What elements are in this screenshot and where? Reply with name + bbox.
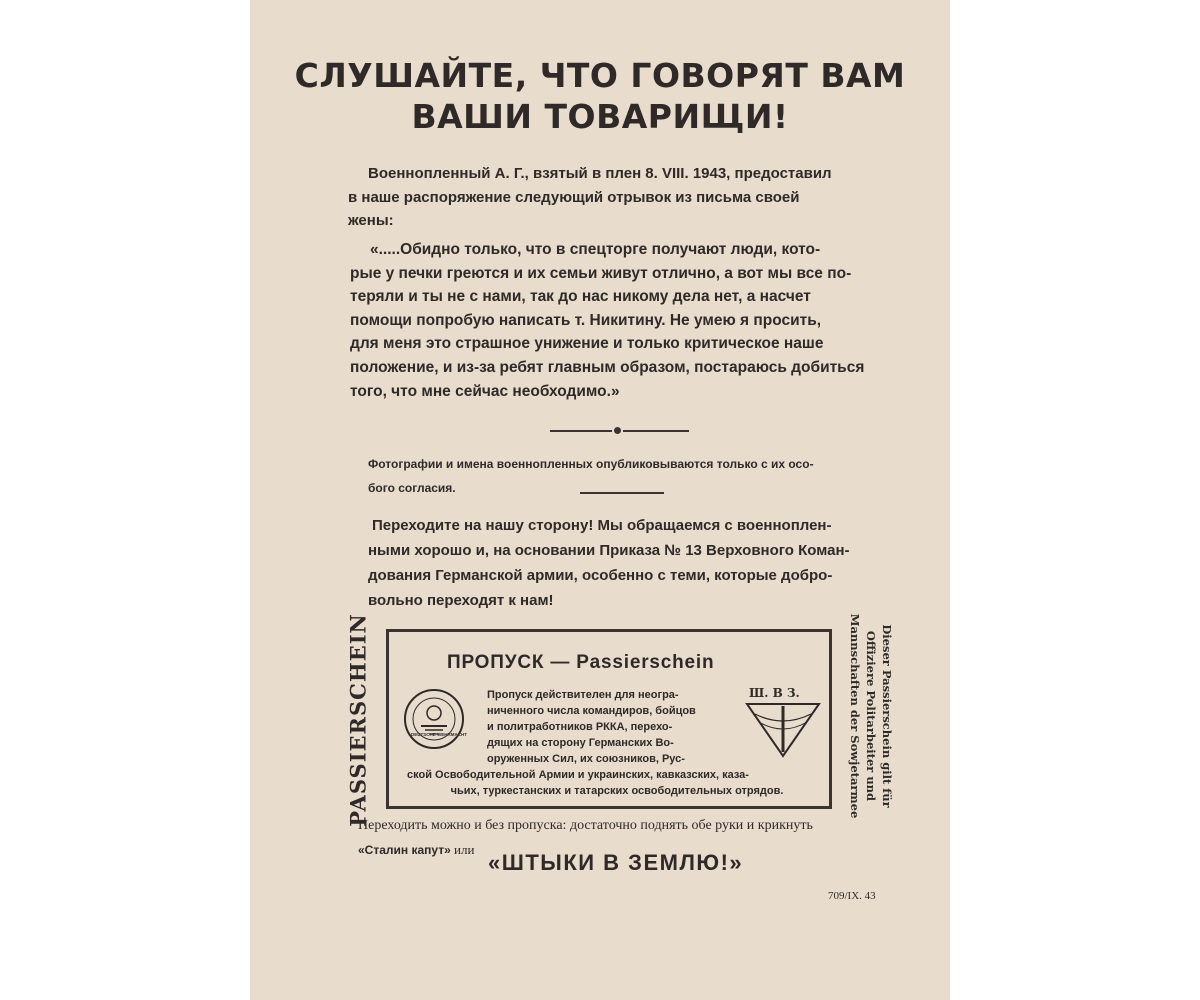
footer-phrase-or: или xyxy=(454,842,475,857)
divider-left xyxy=(550,430,612,432)
letter-line: рые у печки греются и их семьи живут отлично, а вот мы все по- xyxy=(350,264,852,282)
pass-box xyxy=(386,629,832,809)
pass-text-line: оруженных Сил, их союзников, Рус- xyxy=(487,753,685,765)
headline-line-1: СЛУШАЙТЕ, ЧТО ГОВОРЯТ ВАМ xyxy=(294,56,906,95)
pass-side-label xyxy=(343,613,373,827)
print-code: 709/IX. 43 xyxy=(828,890,876,902)
pass-text-line: дящих на сторону Германских Во- xyxy=(487,737,674,749)
seal-text: DEUTSCHE WEHRMACHT xyxy=(411,732,467,737)
pass-text-line: ской Освободительной Армии и украинских, кавказских, каза- xyxy=(407,769,749,781)
pass-text-line: Пропуск действителен для неогра- xyxy=(487,689,679,701)
validity-line: Dieser Passierschein gilt für xyxy=(880,624,894,808)
note-line: бого согласия. xyxy=(368,481,456,495)
appeal-line: ными хорошо и, на основании Приказа № 13 Верховного Коман- xyxy=(368,542,850,559)
slogan: «ШТЫКИ В ЗЕМЛЮ!» xyxy=(488,850,744,875)
pass-text-line: ниченного числа командиров, бойцов xyxy=(487,705,696,717)
letter-line: теряли и ты не с нами, так до нас никому дела нет, а насчет xyxy=(350,288,811,306)
divider-dot xyxy=(614,427,621,434)
validity-line: Mannschaften der Sowjetarmee xyxy=(848,613,862,819)
pass-side-label-text: PASSIERSCHEIN xyxy=(345,613,371,827)
leaflet-page xyxy=(250,0,950,1000)
intro-line: в наше распоряжение следующий отрывок из письма своей xyxy=(348,188,800,206)
footer-phrase-quote: «Сталин капут» xyxy=(358,843,451,857)
appeal-line: дования Германской армии, особенно с теми, которые добро- xyxy=(368,567,833,584)
intro-paragraph xyxy=(348,162,884,233)
pass-text-line: чьих, туркестанских и татарских освободительных отрядов. xyxy=(450,785,784,797)
letter-line: положение, и из-за ребят главным образом, постараюсь добиться xyxy=(350,358,865,376)
appeal-line: Переходите на нашу сторону! Мы обращаемся с военноплен- xyxy=(372,517,832,534)
letter-line: для меня это страшное унижение и только критическое наше xyxy=(350,335,824,353)
footer-instruction: Переходить можно и без пропуска: достаточно поднять обе руки и крикнуть xyxy=(358,818,813,833)
footer-phrase xyxy=(358,842,474,858)
letter-line: того, что мне сейчас необходимо.» xyxy=(350,382,620,400)
divider-right xyxy=(623,430,689,432)
appeal-paragraph xyxy=(368,513,888,613)
stamp-text: Ш. В З. xyxy=(749,686,800,700)
validity-line: Offiziere Politarbeiter und xyxy=(864,630,878,802)
stamp-emblem xyxy=(739,684,827,760)
letter-excerpt xyxy=(350,238,884,403)
appeal-line: вольно переходят к нам! xyxy=(368,592,554,609)
short-divider xyxy=(580,492,664,494)
letter-line: помощи попробую написать т. Никитину. Не умею я просить, xyxy=(350,311,822,329)
headline-line-2: ВАШИ ТОВАРИЩИ! xyxy=(411,97,789,136)
letter-line: «.....Обидно только, что в спецторге получают люди, кото- xyxy=(370,241,821,258)
pass-text-line: и политработников РККА, перехо- xyxy=(487,721,673,733)
intro-line: Военнопленный А. Г., взятый в плен 8. VIII. 1943, предоставил xyxy=(368,165,832,182)
pass-validity-note xyxy=(843,613,895,819)
note-line: Фотографии и имена военнопленных опубликовываются только с их осо- xyxy=(368,457,814,471)
pass-title: ПРОПУСК — Passierschein xyxy=(447,652,715,673)
intro-line: жены: xyxy=(348,212,394,229)
